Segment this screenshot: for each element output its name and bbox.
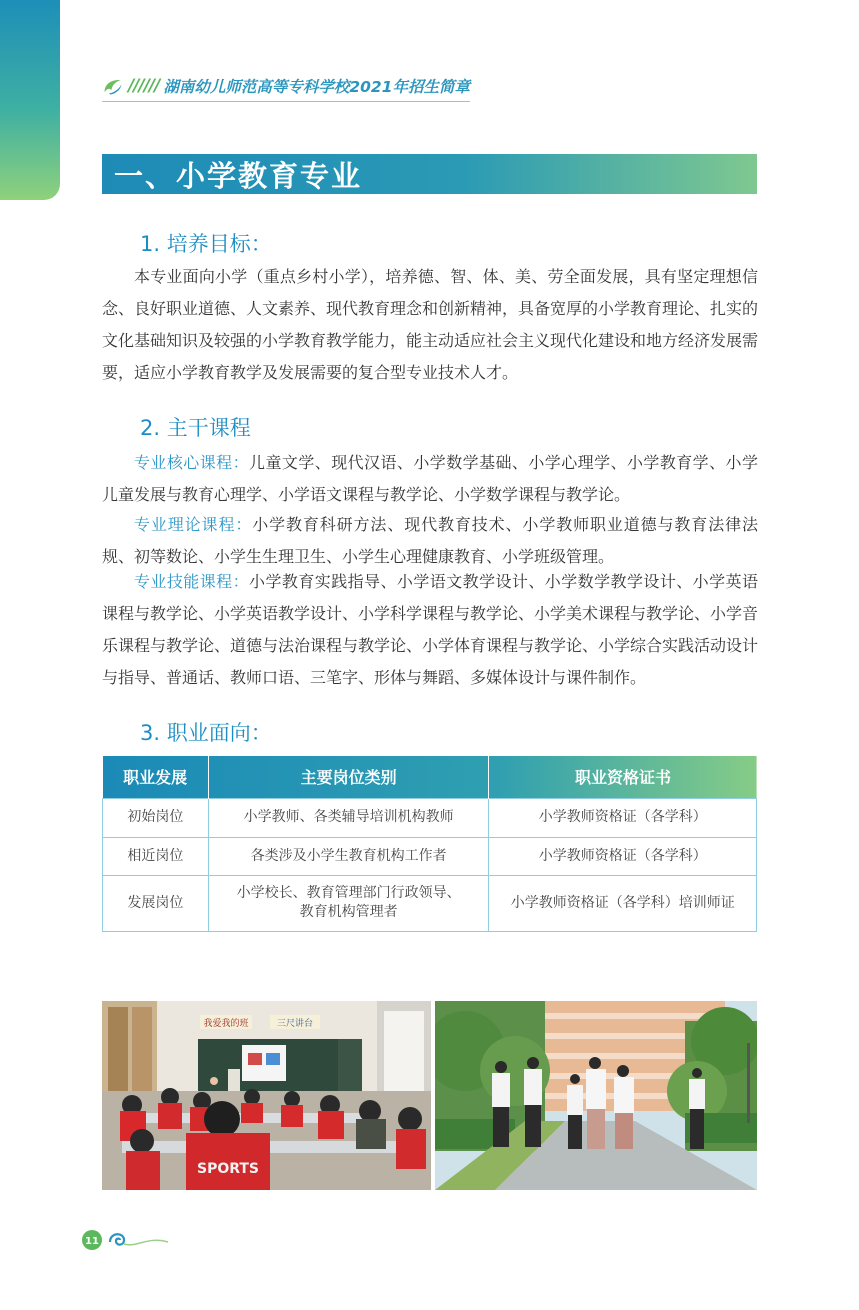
cell-line: 教育机构管理者 (299, 904, 398, 920)
table-row (103, 837, 757, 875)
table-cell: 初始岗位 (103, 798, 209, 837)
sports-jacket-text: SPORTS (196, 1161, 260, 1177)
table-cell: 小学教师资格证（各学科） (489, 798, 757, 837)
page-number: 11 (85, 1236, 99, 1247)
section-banner (102, 154, 757, 194)
board-banner: 我爱我的班 (203, 1019, 249, 1029)
table-row (103, 875, 757, 931)
cell-line: 小学校长、教育管理部门行政领导、 (236, 885, 461, 901)
goals-paragraph: 本专业面向小学（重点乡村小学），培养德、智、体、美、劳全面发展，具有坚定理想信念、良好职业道德、人文素养、现代教育理念和创新精神，具备宽厚的小学教育理论、扎实的文化基础知识及较强的小学教育教学能力，能主动适应社会主义现代化建设和地方经济发展需要，适应小学教育教学及发展需要的复合型专业技术人才。 (102, 267, 759, 382)
table-cell (208, 875, 489, 931)
skill-courses-label: 专业技能课程： (134, 572, 250, 591)
page-number-ornament (80, 1228, 170, 1252)
core-courses-text: 儿童文学、现代汉语、小学数学基础、小学心理学、小学教育学、小学儿童发展与教育心理学、小学语文课程与教学论、小学数学课程与教学论。 (102, 453, 758, 504)
campus-illustration (435, 1001, 757, 1190)
career-table (102, 756, 757, 932)
header-slashes: ////// (128, 75, 160, 96)
careers-heading: 3. 职业面向： (140, 721, 272, 745)
skill-courses-text: 小学教育实践指导、小学语文教学设计、小学数学教学设计、小学英语课程与教学论、小学英语教学设计、小学科学课程与教学论、小学美术课程与教学论、小学音乐课程与教学论、道德与法治课程与教学论、小学体育课程与教学论、小学综合实践活动设计与指导、普通话、教师口语、三笔字、形体与舞蹈、多媒体设计与课件制作。 (102, 572, 759, 687)
career-table-header (103, 756, 757, 798)
wall-banner: 三尺讲台 (276, 1019, 314, 1029)
skill-courses-paragraph (102, 566, 758, 694)
table-cell: 小学教师、各类辅导培训机构教师 (208, 798, 489, 837)
table-cell: 相近岗位 (103, 837, 209, 875)
theory-courses-paragraph (102, 509, 758, 573)
campus-photo (435, 1001, 757, 1190)
page-header (102, 70, 470, 102)
table-cell: 小学教师资格证（各学科） (489, 837, 757, 875)
corner-color-tab (0, 0, 60, 200)
theory-courses-text: 小学教育科研方法、现代教育技术、小学教师职业道德与教育法律法规、初等数论、小学生生理卫生、小学生心理健康教育、小学班级管理。 (102, 515, 758, 566)
goals-heading: 1. 培养目标： (140, 232, 272, 256)
classroom-illustration (102, 1001, 431, 1190)
table-cell: 小学教师资格证（各学科）培训师证 (489, 875, 757, 931)
table-cell: 各类涉及小学生教育机构工作者 (208, 837, 489, 875)
core-courses-paragraph (102, 447, 758, 511)
header-title: 湖南幼儿师范高等专科学校2021年招生简章 (163, 77, 470, 96)
column-header: 职业发展 (103, 756, 209, 798)
theory-courses-label: 专业理论课程： (134, 515, 253, 534)
classroom-photo (102, 1001, 431, 1190)
column-header: 职业资格证书 (574, 768, 671, 788)
table-row (103, 798, 757, 837)
school-logo-icon (102, 75, 124, 97)
courses-heading: 2. 主干课程 (140, 416, 251, 440)
table-cell: 发展岗位 (103, 875, 209, 931)
core-courses-label: 专业核心课程： (134, 453, 250, 472)
section-title: 一、小学教育专业 (114, 158, 363, 193)
column-header: 主要岗位类别 (208, 756, 489, 798)
